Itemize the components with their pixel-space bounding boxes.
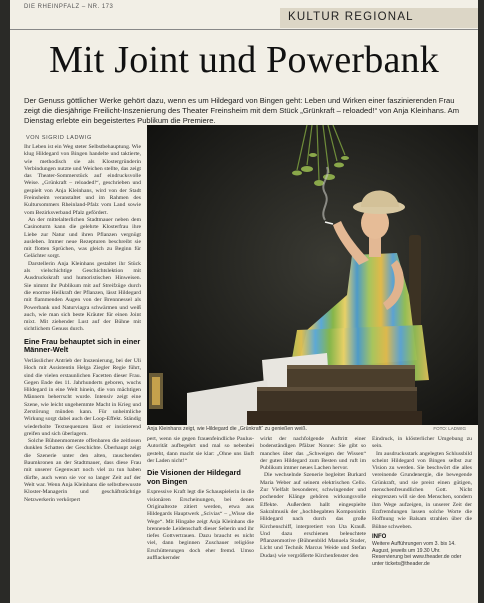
info-text: Weitere Aufführungen vom 3. bis 14. August, jeweils um 19.30 Uhr. Reservierung bei www.theader.de oder unter tickets@theader.de [372, 541, 462, 567]
newspaper-issue-label: DIE RHEINPFALZ – NR. 173 [24, 4, 114, 10]
section-label: KULTUR REGIONAL [280, 8, 478, 28]
paragraph: Darstellerin Anja Kleinhans gestaltet ihr Stück als vielschichtige Geschichtslektion mit Ausdruckskraft und humoristischen Hinweisen. Sie nimmt ihr Publikum mit auf Streifzüge durch die enorme Heilkraft der Pflanzen, lässt Hildegard mit flammenden Augen von der Brennnessel als Powerbank und Naturviagra schwärmen und weiß auch, wie man sich beste Kräuter für einen Joint mixt. Mit ziehender Lust auf der Bühne mit sichtlichem Genuss durch. [24, 260, 141, 333]
paragraph: Expressive Kraft legt die Schauspielerin in die visionären Erscheinungen, bei denen Originaltexte zitiert werden, etwa aus Hildegards Hauptwerk „Scivias“ – „Wisse die Wege“. Mit Hingabe zeigt Anja Kleinhans die brennende Leidenschaft dieser Seherin und ihr tiefes Gottvertrauen. Dazu braucht es nicht viel, dann beginnen Zuschauer religiöse Erschütterungen doch eher fremd. Umso aufflackernder [147, 489, 254, 562]
article-photo [147, 125, 478, 425]
subheading: Eine Frau behauptet sich in einer Männer-Welt [24, 336, 141, 355]
paragraph: Die wechselnde Szenerie begleitet Burkard Maria Weber auf seinem elektrischen Cello. Zur Vielfalt besonderer, schwingender und pochender Klänge gehören wirkungsvolle Effekte. Außerdem hallt eingespielte Sakralmusik der „hochbegabten Komponistin Hildegard nach durch das große Kirchenschiff, interpretiert von Uta Krauß. Und dazu erschienen beleuchtete Pflanzenmotive (Bühnenbild Manuela Studer, Licht und Technik Marcus Weide und Stefan Dudas) wie vergrößerte Kirchenfenster den [260, 472, 366, 559]
masthead [10, 0, 478, 30]
newspaper-page [10, 0, 478, 603]
paragraph: Verlässlicher Antrieb der Inszenierung, bei der Uli Hoch mit Assistentin Helga Ziegler Regie führt, sind die vielen erstaunlichen Facetten dieser Frau. Gegen Ende des 11. Jahrhunderts geboren, wuchs Hildegard in eine Welt hinein, die von mächtigen Männern beherrscht wurde. Intensiv zeigt eine Szene, wie leicht ungehemmte Macht in Krieg und Zerstörung münden kann. Für unheimliche Wirkung sorgt dabei auch der Loop-Effekt. Ständig wiederholte Textsequenzen lässt er insistierend greifen und sich überlagern. [24, 357, 141, 437]
paragraph: Ihr Leben ist ein Weg steter Selbstbehauptung. Wie klug Hildegard von Bingen handelte und taktierte, wie methodisch sie als Klostergründerin Verbindungen nutzte und Weichen stellte, das zeigt das Theater-Sommerstück auf eindrucksvolle Weise. „Grünkraft – reloaded!“, geschrieben und gespielt von Anja Kleinhans, wird von der Stadt Freinsheim veranstaltet und im Rahmen des Kultursommers Rheinland-Pfalz vom Land sowie vom Bezirksverband Pfalz gefördert. [24, 144, 141, 216]
paragraph: An der mittelalterlichen Stadtmauer neben dem Casinoturm kann die gelehrte Klosterfrau ihre Liebe zur Natur und ihren Pflanzen vergnügt ausleben. Immer neue Rezepturen beschreibt sie mit flotten Sprüchen, was gleich zu Beginn für Gelächter sorgt. [24, 216, 141, 260]
paragraph: Solche Bühnenmomente offenbaren die zeitlosen dunklen Schatten der Geschichte. Überhaupt zeigt die Szenerie unter den alten, rauschenden Baumkronen an der Stadtmauer, dass diese Frau mit unserer Gegenwart noch viel zu tun haben dürfte, auch wenn sie vor so langer Zeit auf der Welt war. Wenn Anja Kleinhans die selbstbewusste Kloster-Managerin und geschäftstüchtige Netzwerkerin verkörpert [24, 438, 141, 503]
paragraph: wirkt der nachfolgende Auftritt einer bodenständigen Pfälzer Nonne: Sie gibt so manches über das „Schweigen der Wissen“ der guten Hildegard zum Besten und ruft im Publikum immer neues Lachen hervor. [260, 436, 366, 472]
paragraph: pert, wenn sie gegen frauenfeindliche Paulus-Autorität aufbegehrt und mal so nebenbei gesteht, dann macht sie klar: „Ohne uns läuft der Laden nicht!“ [147, 436, 254, 464]
article-headline: Mit Joint und Powerbank [49, 39, 439, 81]
article-byline: VON SIGRID LADWIG [26, 135, 92, 141]
article-column-1 [24, 144, 141, 599]
photo-caption: Anja Kleinhans zeigt, wie Hildegard die „Grünkraft“ zu genießen weiß. [147, 426, 308, 432]
paragraph: Eindruck, in klösterlicher Umgebung zu sein. [372, 436, 472, 450]
info-label: INFO [372, 533, 387, 540]
subheading: Die Visionen der Hildegard von Bingen [147, 468, 241, 486]
performer-photo-illustration [147, 125, 478, 425]
article-lead: Der Genuss göttlicher Werke gehört dazu, wenn es um Hildegard von Bingen geht: Leben und Wirken einer faszinierenden Frau zeigt die diesjährige Freilicht-Inszenierung des Theater Freinsheim mit dem Stück „Grünkraft – reloaded!“ von Anja Kleinhans. Am Dienstag erlebte ein begeistertes Publikum die Premiere. [24, 96, 460, 125]
article-column-2 [147, 436, 254, 601]
photo-credit: FOTO: LADWIG [433, 426, 466, 431]
article-column-4 [372, 436, 472, 601]
article-column-3 [260, 436, 366, 601]
paragraph: Im ausdrucksstark angelegten Schlussbild scheint Hildegard von Bingen selbst zur Vision zu werden. Sie beschwört die alles vereinende Grundenergie, die bewegende Grünkraft, und sie preist einen gütigen, menschenfreundlichen Gott. Nicht eingrenzen will sie den Menschen, sondern ihm Wege aufzeigen, in unserer Zeit der Erzfremdungen lassen solche Worte die Hoffnung wie Balsam strahlen über die Bühne schweben. [372, 450, 472, 530]
